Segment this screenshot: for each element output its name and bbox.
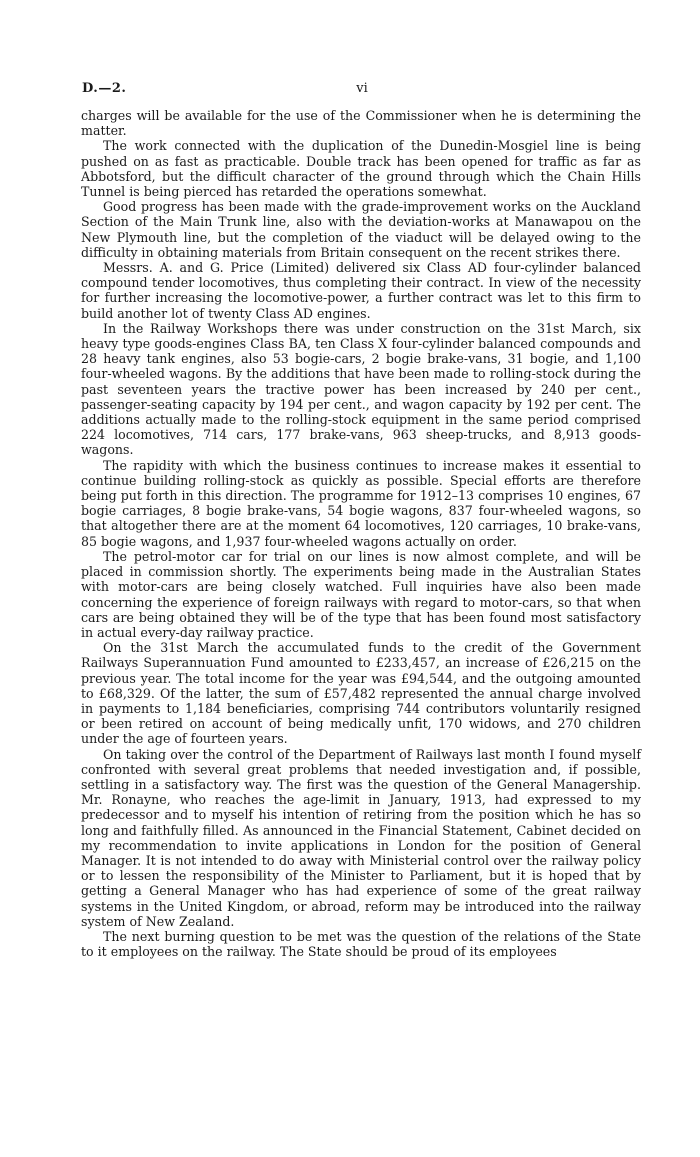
page-header (82, 80, 642, 98)
paragraph: The work connected with the duplication of the Dunedin-Mosgiel line is being pushed on as fast as practicable. Double track has been opened for traffic as far as Abbotsford, but the difficult character of the ground through which the Chain Hills Tunnel is being pierced has retarded the operations somewhat. (81, 138, 641, 200)
paragraph: The petrol-motor car for trial on our lines is now almost complete, and will be placed in commission shortly. The experiments being made in the Australian States with motor-cars are being closely watched. Full inquiries have also been made concerning the experience of foreign railways with regard to motor-cars, so that when cars are being obtained they will be of the type that has been found most satisfactory in actual every-day railway practice. (81, 548, 641, 640)
paragraph: charges will be available for the use of the Commissioner when he is determining the matter. (81, 108, 641, 139)
paragraph: Good progress has been made with the grade-improvement works on the Auckland Section of the Main Trunk line, also with the deviation-works at Manawapou on the New Plymouth line, but the completion of the viaduct will be delayed owing to the difficulty in obtaining materials from Britain consequent on the recent strikes there. (81, 199, 641, 260)
paragraph: The next burning question to be met was the question of the relations of the State to it employees on the railway. The State should be proud of its employees (81, 928, 641, 960)
page-number: vi (356, 81, 368, 96)
document-reference: D.—2. (82, 81, 127, 96)
paragraph: The rapidity with which the business continues to increase makes it essential to continue building rolling-stock as quickly as possible. Special efforts are therefore being put forth in this direction. The programme for 1912–13 comprises 10 engines, 67 bogie carriages, 8 bogie brake-vans, 54 bogie wagons, 837 four-wheeled wagons, so that altogether there are at the moment 64 locomotives, 120 carriages, 10 brake-vans, 85 bogie wagons, and 1,937 four-wheeled wagons actually on order. (81, 457, 641, 549)
paragraph: On the 31st March the accumulated funds to the credit of the Government Railways Superannuation Fund amounted to £233,457, an increase of £26,215 on the previous year. The total income for the year was £94,544, and the outgoing amounted to £68,329. Of the latter, the sum of £57,482 represented the annual charge involved in payments to 1,184 beneficiaries, comprising 744 contributors voluntarily resigned or been retired on account of being medically unfit, 170 widows, and 270 children under the age of fourteen years. (81, 640, 641, 747)
body-text (81, 108, 641, 959)
paragraph: Messrs. A. and G. Price (Limited) delivered six Class AD four-cylinder balanced compound tender locomotives, thus completing their contract. In view of the necessity for further increasing the locomotive-power, a further contract was let to this firm to build another lot of twenty Class AD engines. (81, 260, 641, 321)
paragraph: On taking over the control of the Department of Railways last month I found myself confronted with several great problems that needed investigation and, if possible, settling in a satisfactory way. The first was the question of the General Managership. Mr. Ronayne, who reaches the age-limit in January, 1913, had expressed to my predecessor and to myself his intention of retiring from the position which he has so long and faithfully filled. As announced in the Financial Statement, Cabinet decided on my recommendation to invite applications in London for the position of General Manager. It is not intended to do away with Ministerial control over the railway policy or to lessen the responsibility of the Minister to Parliament, but it is hoped that by getting a General Manager who has had experience of some of the great railway systems in the United Kingdom, or abroad, reform may be introduced into the railway system of New Zealand. (81, 746, 641, 929)
paragraph: In the Railway Workshops there was under construction on the 31st March, six heavy type goods-engines Class BA, ten Class X four-cylinder balanced compounds and 28 heavy tank engines, also 53 bogie-cars, 2 bogie brake-vans, 31 bogie, and 1,100 four-wheeled wagons. By the additions that have been made to rolling-stock during the past seventeen years the tractive power has been increased by 240 per cent., passenger-seating capacity by 194 per cent., and wagon capacity by 192 per cent. The additions actually made to the rolling-stock equipment in the same period comprised 224 locomotives, 714 cars, 177 brake-vans, 963 sheep-trucks, and 8,913 goods-wagons. (81, 320, 641, 458)
